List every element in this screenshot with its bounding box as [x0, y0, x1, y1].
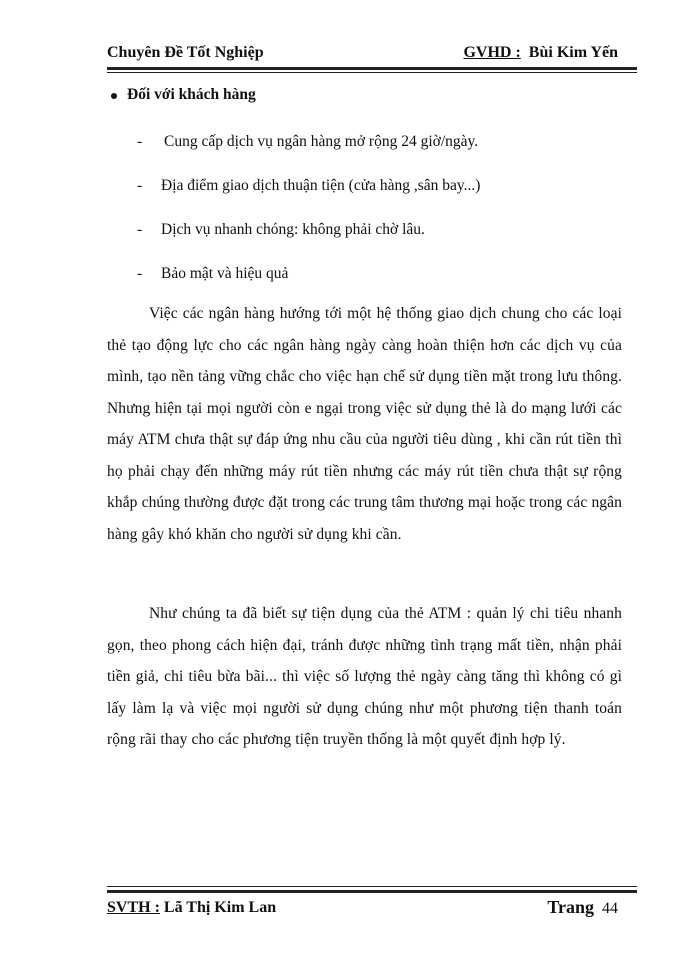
student	[107, 899, 276, 917]
dash-icon: -	[137, 133, 143, 150]
list-item-text: Bảo mật và hiệu quả	[161, 265, 289, 282]
student-label: SVTH :	[107, 899, 160, 916]
dash-icon: -	[137, 265, 143, 282]
header-rule-thick	[107, 67, 637, 70]
list-item-text: Dịch vụ nhanh chóng: không phải chờ lâu.	[161, 221, 425, 238]
page-footer	[107, 893, 618, 923]
list-item-text: Địa điểm giao dịch thuận tiện (cửa hàng ,sân bay...)	[161, 177, 481, 194]
page-indicator	[547, 897, 618, 918]
bullet-dot-icon	[111, 93, 117, 99]
page-label: Trang	[547, 897, 594, 917]
advisor-name: Bùi Kim Yến	[528, 44, 618, 61]
advisor	[463, 44, 618, 62]
page-header	[107, 38, 618, 68]
page-number: 44	[602, 900, 618, 917]
footer-rule-thin	[107, 886, 637, 887]
advisor-label: GVHD :	[463, 44, 521, 61]
header-rule-thin	[107, 72, 637, 73]
list-item-text: Cung cấp dịch vụ ngân hàng mở rộng 24 giờ/ngày.	[164, 133, 479, 150]
student-name: Lã Thị Kim Lan	[163, 899, 277, 916]
paragraph: Việc các ngân hàng hướng tới một hệ thống giao dịch chung cho các loại thẻ tạo động lực cho các ngân hàng ngày càng hoàn thiện hơn các dịch vụ của mình, tạo nền tảng vững chắc cho việc hạn chế sử dụng tiền mặt trong lưu thông. Nhưng hiện tại mọi người còn e ngại trong việc sử dụng thẻ là do mạng lưới các máy ATM chưa thật sự đáp ứng nhu cầu của người tiêu dùng , khi cần rút tiền thì họ phải chạy đến những máy rút tiền nhưng các máy rút tiền chưa thật sự rộng khắp chúng thường được đặt trong các trung tâm thương mại hoặc trong các ngân hàng gây khó khăn cho người sử dụng khi cần.	[107, 305, 622, 543]
document-title: Chuyên Đề Tốt Nghiệp	[107, 44, 264, 61]
dash-icon: -	[137, 177, 143, 194]
section-heading	[127, 86, 256, 104]
paragraph: Như chúng ta đã biết sự tiện dụng của thẻ ATM : quản lý chi tiêu nhanh gọn, theo phong cách hiện đại, tránh được những tình trạng mất tiền, nhận phải tiền giả, chi tiêu bừa bãi... thì việc số lượng thẻ ngày càng tăng thì không có gì lấy làm lạ và việc mọi người sử dụng chúng như một phương tiện thanh toán rộng rãi thay cho các phương tiện truyền thống là một quyết định hợp lý.	[107, 605, 622, 748]
section-heading-text: Đối với khách hàng	[127, 86, 256, 103]
dash-icon: -	[137, 221, 143, 238]
